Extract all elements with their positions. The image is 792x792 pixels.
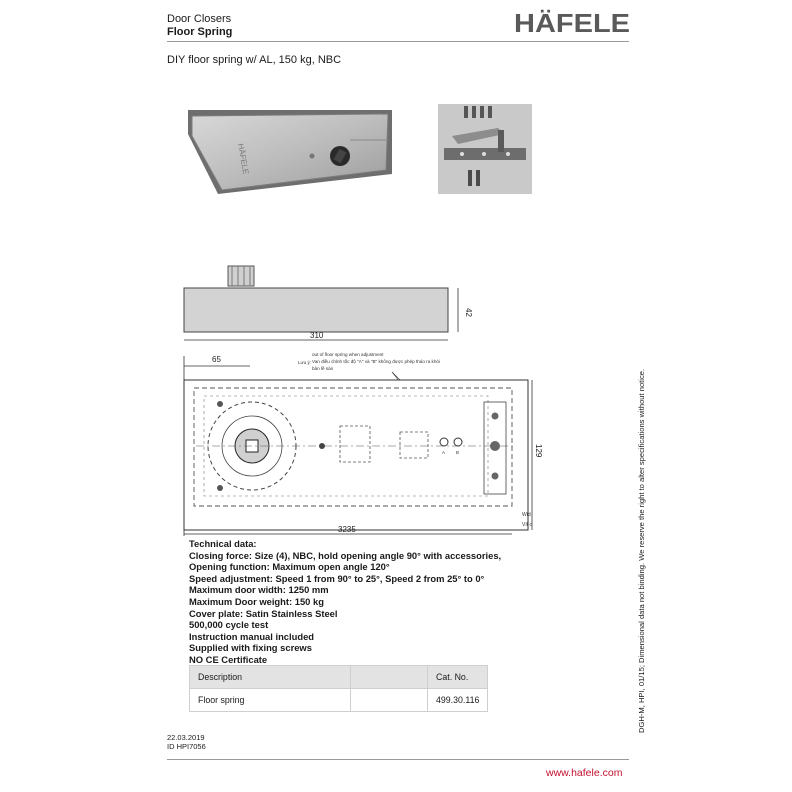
header-divider [167, 41, 629, 42]
spec-line: Instruction manual included [189, 630, 315, 642]
table-row [190, 689, 488, 712]
floor-spring-photo [178, 104, 400, 198]
catalog-table [189, 665, 488, 712]
header-blank [351, 666, 428, 689]
edge-label-width: Wid [522, 512, 531, 518]
spec-line: Closing force: Size (4), NBC, hold opening angle 90° with accessories, [189, 549, 502, 561]
technical-heading: Technical data: [189, 538, 257, 549]
spec-line: NO CE Certificate [189, 653, 268, 665]
spec-line: Opening function: Maximum open angle 120° [189, 561, 390, 573]
spec-line: Speed adjustment: Speed 1 from 90° to 25°, Speed 2 from 25° to 0° [189, 572, 485, 584]
document-id: ID HPI7056 [167, 742, 206, 751]
spec-line: Cover plate: Satin Stainless Steel [189, 607, 338, 619]
accessories-photo [438, 104, 532, 194]
note-line-2: Van điều chỉnh tốc độ "A" và "B" không được phép tháo ra khỏi [312, 359, 440, 364]
header-cat-no: Cat. No. [428, 666, 488, 689]
footer-divider [167, 759, 629, 760]
row-description: Floor spring [190, 689, 351, 712]
spec-line: Maximum Door weight: 150 kg [189, 595, 324, 607]
table-header-row [190, 666, 488, 689]
hafele-logo [514, 8, 630, 36]
width-dimension: 129 [534, 444, 543, 458]
valve-b-label: B [456, 450, 460, 455]
product-description: DIY floor spring w/ AL, 150 kg, NBC [167, 54, 342, 66]
spec-line: 500,000 cycle test [189, 619, 269, 631]
spec-line: Maximum door width: 1250 mm [189, 584, 329, 596]
note-label: Lưu ý: [298, 360, 312, 365]
height-dimension: 42 [464, 308, 473, 317]
header-description: Description [190, 666, 351, 689]
row-blank [351, 689, 428, 712]
total-dimension: 3235 [338, 525, 356, 534]
note-line-1: out of floor spring when adjustment [312, 352, 384, 357]
photo-engraving: HÄFELE [236, 142, 251, 175]
offset-dimension: 65 [212, 355, 221, 364]
technical-data [189, 538, 501, 666]
disclaimer-note: DGH-M, HPI, 01/15; Dimensional data not binding. We reserve the right to alter specifications without notice. [637, 368, 646, 733]
category-label: Door Closers [167, 13, 232, 25]
document-date: 22.03.2019 [167, 733, 205, 742]
spec-line: Supplied with fixing screws [189, 642, 312, 654]
website-link[interactable]: www.hafele.com [546, 767, 623, 779]
top-view-drawing [176, 346, 542, 538]
length-dimension: 310 [310, 331, 324, 340]
edge-label-screw: Vít c [522, 522, 533, 528]
note-line-3: bản lề sàn [312, 366, 334, 371]
valve-a-label: A [442, 450, 446, 455]
row-cat-no: 499.30.116 [428, 689, 488, 712]
logo-text: HÄFELE [514, 8, 630, 38]
page-title: Floor Spring [167, 26, 233, 38]
side-view-drawing [178, 258, 478, 354]
